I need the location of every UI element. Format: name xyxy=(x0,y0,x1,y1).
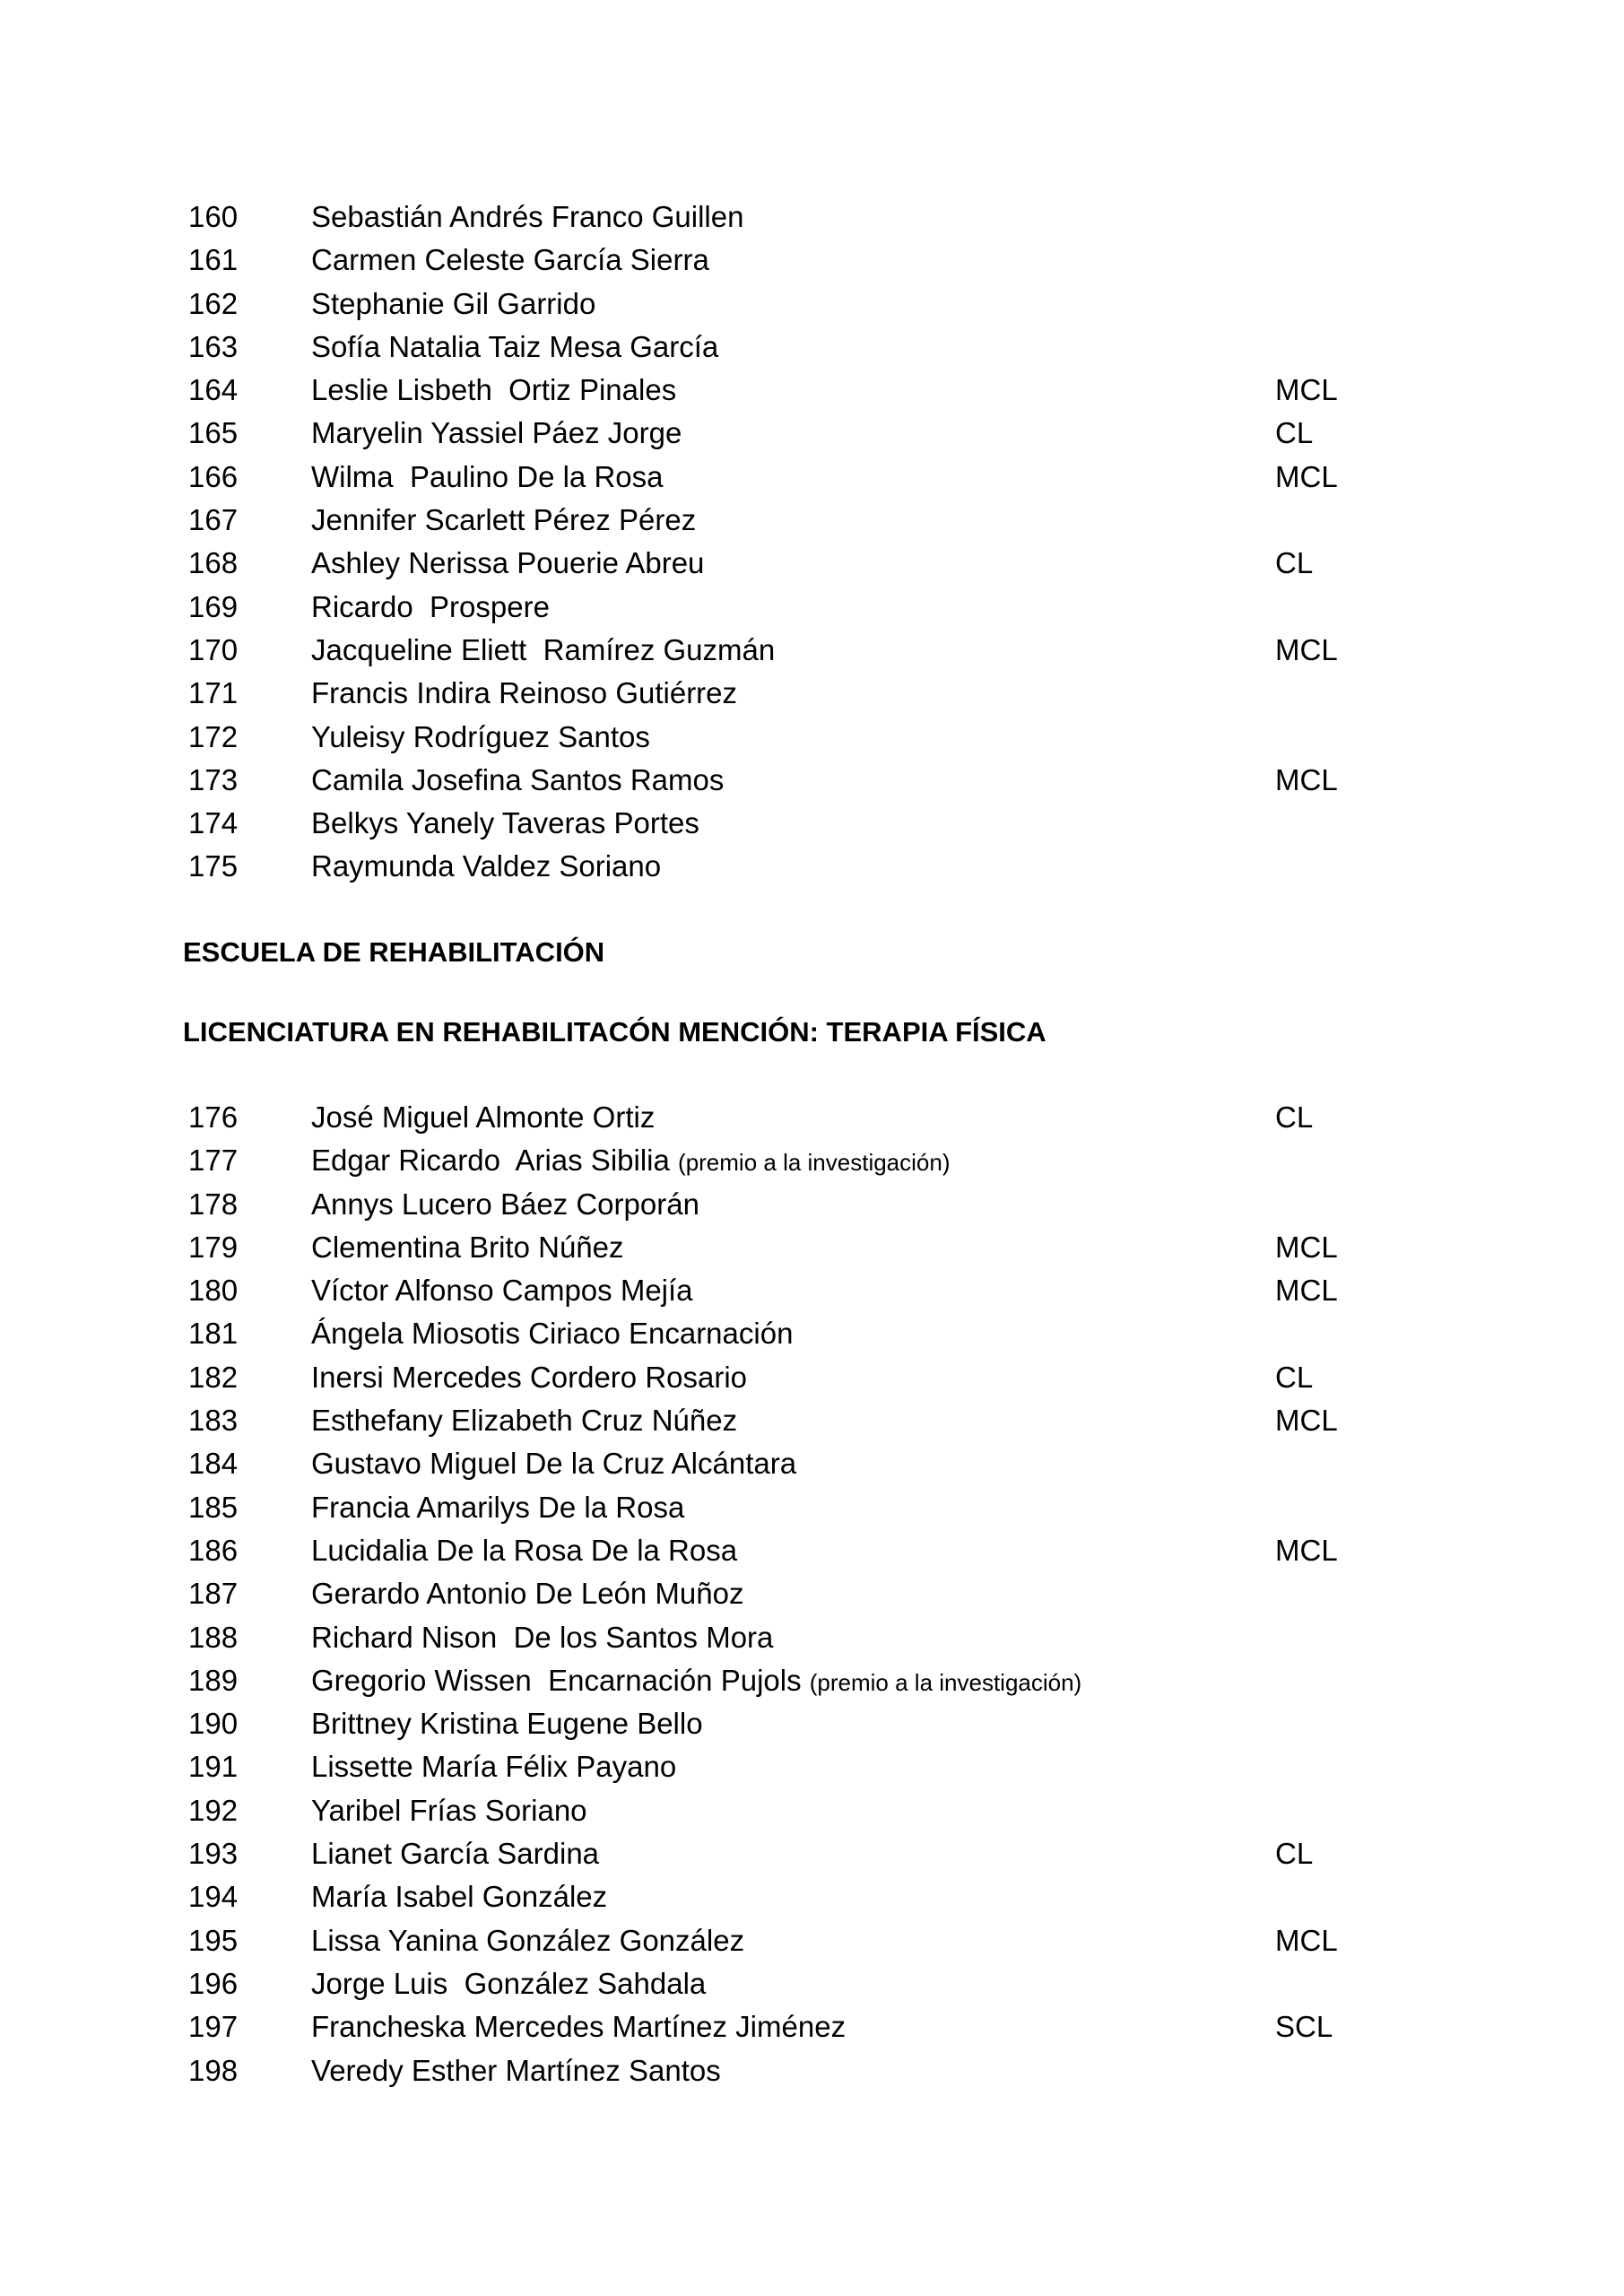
list-item xyxy=(0,1659,1624,1702)
honor-distinction: MCL xyxy=(1275,632,1338,666)
graduate-name xyxy=(311,1616,773,1659)
list-item xyxy=(0,802,1624,845)
entry-number: 170 xyxy=(188,632,239,666)
graduate-name-text: Lissa Yanina González González xyxy=(311,1923,745,1957)
graduate-name-text: Lissette María Félix Payano xyxy=(311,1750,677,1784)
honor-distinction: MCL xyxy=(1275,1923,1338,1957)
graduate-name xyxy=(311,499,696,542)
list-item xyxy=(0,586,1624,629)
entry-number: 163 xyxy=(188,329,239,363)
entry-number: 194 xyxy=(188,1880,239,1914)
entry-number: 177 xyxy=(188,1144,239,1178)
graduate-name xyxy=(311,239,709,282)
award-note: (premio a la investigación) xyxy=(809,1668,1082,1696)
list-item xyxy=(0,326,1624,369)
entry-number: 179 xyxy=(188,1230,239,1264)
entry-number: 195 xyxy=(188,1923,239,1957)
list-item xyxy=(0,1919,1624,1962)
honor-distinction: SCL xyxy=(1275,2010,1333,2044)
list-item xyxy=(0,499,1624,542)
list-item xyxy=(0,1269,1624,1312)
graduate-name xyxy=(311,1875,607,1918)
entry-number: 197 xyxy=(188,2010,239,2044)
list-item xyxy=(0,1312,1624,1355)
entry-number: 189 xyxy=(188,1663,239,1697)
list-item xyxy=(0,412,1624,455)
graduate-name xyxy=(311,1442,796,1485)
graduate-name xyxy=(311,1356,747,1399)
honor-distinction: MCL xyxy=(1275,373,1338,407)
list-item xyxy=(0,1356,1624,1399)
graduate-name xyxy=(311,1962,706,2005)
graduate-name-text: Annys Lucero Báez Corporán xyxy=(311,1187,699,1221)
entry-number: 190 xyxy=(188,1707,239,1741)
graduate-name-text: Gregorio Wissen Encarnación Pujols xyxy=(311,1663,810,1697)
graduate-name-text: Carmen Celeste García Sierra xyxy=(311,243,709,277)
entry-number: 169 xyxy=(188,589,239,623)
honor-distinction: MCL xyxy=(1275,459,1338,493)
entry-number: 172 xyxy=(188,719,239,753)
graduate-name-text: Stephanie Gil Garrido xyxy=(311,286,596,320)
graduate-name xyxy=(311,542,704,585)
graduate-name-text: Lucidalia De la Rosa De la Rosa xyxy=(311,1533,738,1567)
graduate-name-text: Ashley Nerissa Pouerie Abreu xyxy=(311,546,705,580)
graduate-name xyxy=(311,586,550,629)
graduate-list-1 xyxy=(0,196,1624,889)
entry-number: 182 xyxy=(188,1360,239,1394)
graduate-name-text: José Miguel Almonte Ortiz xyxy=(311,1100,656,1134)
list-item xyxy=(0,716,1624,759)
graduate-name-text: Inersi Mercedes Cordero Rosario xyxy=(311,1360,748,1394)
graduate-name xyxy=(311,1702,703,1745)
graduate-name xyxy=(311,629,775,672)
list-item xyxy=(0,542,1624,585)
graduate-name-text: Sebastián Andrés Franco Guillen xyxy=(311,200,744,233)
graduate-name-text: María Isabel González xyxy=(311,1880,608,1914)
entry-number: 186 xyxy=(188,1533,239,1567)
graduate-name xyxy=(311,1096,655,1139)
graduate-name-text: Gustavo Miguel De la Cruz Alcántara xyxy=(311,1447,797,1481)
entry-number: 181 xyxy=(188,1317,239,1351)
graduate-name xyxy=(311,759,724,802)
graduate-name-text: Gerardo Antonio De León Muñoz xyxy=(311,1577,744,1611)
graduate-name-text: Yuleisy Rodríguez Santos xyxy=(311,719,650,753)
graduate-name-text: Jacqueline Eliett Ramírez Guzmán xyxy=(311,632,776,666)
list-item xyxy=(0,1616,1624,1659)
graduate-name xyxy=(311,456,664,499)
list-item xyxy=(0,759,1624,802)
list-item xyxy=(0,629,1624,672)
honor-distinction: CL xyxy=(1275,416,1314,450)
entry-number: 161 xyxy=(188,243,239,277)
graduate-name xyxy=(311,802,699,845)
entry-number: 185 xyxy=(188,1490,239,1524)
graduate-name-text: Maryelin Yassiel Páez Jorge xyxy=(311,416,682,450)
list-item xyxy=(0,1702,1624,1745)
entry-number: 176 xyxy=(188,1100,239,1134)
list-item xyxy=(0,456,1624,499)
graduate-name xyxy=(311,1832,599,1875)
entry-number: 165 xyxy=(188,416,239,450)
list-item xyxy=(0,2005,1624,2048)
graduate-name-text: Raymunda Valdez Soriano xyxy=(311,849,662,883)
graduate-name xyxy=(311,369,676,412)
list-item xyxy=(0,1832,1624,1875)
graduate-name-text: Víctor Alfonso Campos Mejía xyxy=(311,1274,693,1308)
graduate-name-text: Jennifer Scarlett Pérez Pérez xyxy=(311,503,697,537)
list-item xyxy=(0,1789,1624,1832)
list-item xyxy=(0,1529,1624,1572)
list-item xyxy=(0,1875,1624,1918)
graduate-name-text: Francia Amarilys De la Rosa xyxy=(311,1490,685,1524)
list-item xyxy=(0,283,1624,326)
graduate-name-text: Jorge Luis González Sahdala xyxy=(311,1966,707,2000)
graduate-name xyxy=(311,2005,846,2048)
list-item xyxy=(0,369,1624,412)
honor-distinction: MCL xyxy=(1275,762,1338,796)
graduate-name-text: Francheska Mercedes Martínez Jiménez xyxy=(311,2010,847,2044)
entry-number: 187 xyxy=(188,1577,239,1611)
honor-distinction: CL xyxy=(1275,1837,1314,1871)
list-item xyxy=(0,1226,1624,1269)
list-item xyxy=(0,1745,1624,1788)
graduate-name xyxy=(311,1529,737,1572)
entry-number: 183 xyxy=(188,1404,239,1438)
list-item xyxy=(0,1486,1624,1529)
list-item xyxy=(0,672,1624,715)
graduate-list-2 xyxy=(0,1096,1624,2092)
graduate-name-text: Wilma Paulino De la Rosa xyxy=(311,459,664,493)
honor-distinction: CL xyxy=(1275,1100,1314,1134)
list-item xyxy=(0,1139,1624,1182)
honor-distinction: MCL xyxy=(1275,1404,1338,1438)
graduate-name xyxy=(311,283,595,326)
honor-distinction: MCL xyxy=(1275,1230,1338,1264)
graduate-name-text: Brittney Kristina Eugene Bello xyxy=(311,1707,703,1741)
graduate-name xyxy=(311,196,743,239)
graduate-name-text: Yaribel Frías Soriano xyxy=(311,1793,587,1827)
entry-number: 164 xyxy=(188,373,239,407)
graduate-name-text: Richard Nison De los Santos Mora xyxy=(311,1620,774,1654)
graduate-name xyxy=(311,1269,693,1312)
entry-number: 196 xyxy=(188,1966,239,2000)
school-heading: ESCUELA DE REHABILITACIÓN xyxy=(183,936,605,968)
graduate-name xyxy=(311,1139,951,1184)
entry-number: 167 xyxy=(188,503,239,537)
entry-number: 175 xyxy=(188,849,239,883)
list-item xyxy=(0,1399,1624,1442)
entry-number: 192 xyxy=(188,1793,239,1827)
graduate-name xyxy=(311,1919,744,1962)
graduate-name xyxy=(311,1789,587,1832)
graduate-name-text: Francis Indira Reinoso Gutiérrez xyxy=(311,676,738,710)
graduate-name xyxy=(311,2049,721,2092)
graduate-name-text: Sofía Natalia Taiz Mesa García xyxy=(311,329,719,363)
entry-number: 173 xyxy=(188,762,239,796)
graduate-name xyxy=(311,412,682,455)
entry-number: 184 xyxy=(188,1447,239,1481)
graduate-name-text: Leslie Lisbeth Ortiz Pinales xyxy=(311,373,677,407)
entry-number: 180 xyxy=(188,1274,239,1308)
graduate-name-text: Lianet García Sardina xyxy=(311,1837,600,1871)
graduate-name xyxy=(311,1659,1081,1704)
honor-distinction: MCL xyxy=(1275,1533,1338,1567)
award-note: (premio a la investigación) xyxy=(678,1149,951,1177)
graduate-name-text: Clementina Brito Núñez xyxy=(311,1230,624,1264)
graduate-name xyxy=(311,1399,737,1442)
graduate-name-text: Ángela Miosotis Ciriaco Encarnación xyxy=(311,1317,794,1351)
graduate-name xyxy=(311,1226,624,1269)
honor-distinction: MCL xyxy=(1275,1274,1338,1308)
graduate-name-text: Esthefany Elizabeth Cruz Núñez xyxy=(311,1404,738,1438)
entry-number: 178 xyxy=(188,1187,239,1221)
entry-number: 162 xyxy=(188,286,239,320)
entry-number: 160 xyxy=(188,200,239,233)
graduate-name-text: Edgar Ricardo Arias Sibilia xyxy=(311,1144,679,1178)
entry-number: 191 xyxy=(188,1750,239,1784)
list-item xyxy=(0,2049,1624,2092)
entry-number: 188 xyxy=(188,1620,239,1654)
list-item xyxy=(0,1572,1624,1615)
entry-number: 198 xyxy=(188,2053,239,2087)
list-item xyxy=(0,239,1624,282)
program-heading: LICENCIATURA EN REHABILITACÓN MENCIÓN: TERAPIA FÍSICA xyxy=(183,1016,1046,1048)
list-item xyxy=(0,845,1624,888)
graduate-name-text: Ricardo Prospere xyxy=(311,589,550,623)
list-item xyxy=(0,1183,1624,1226)
entry-number: 174 xyxy=(188,806,239,840)
graduate-name xyxy=(311,326,718,369)
entry-number: 171 xyxy=(188,676,239,710)
list-item xyxy=(0,1096,1624,1139)
graduate-name xyxy=(311,1745,676,1788)
entry-number: 166 xyxy=(188,459,239,493)
honor-distinction: CL xyxy=(1275,1360,1314,1394)
graduate-name xyxy=(311,1572,743,1615)
list-item xyxy=(0,1442,1624,1485)
graduate-name xyxy=(311,1312,793,1355)
graduate-name xyxy=(311,845,661,888)
graduate-name-text: Veredy Esther Martínez Santos xyxy=(311,2053,721,2087)
graduate-name-text: Belkys Yanely Taveras Portes xyxy=(311,806,699,840)
graduate-name xyxy=(311,1486,684,1529)
graduate-name-text: Camila Josefina Santos Ramos xyxy=(311,762,725,796)
list-item xyxy=(0,1962,1624,2005)
list-item xyxy=(0,196,1624,239)
graduate-name xyxy=(311,672,737,715)
graduate-name xyxy=(311,1183,699,1226)
entry-number: 193 xyxy=(188,1837,239,1871)
honor-distinction: CL xyxy=(1275,546,1314,580)
graduate-name xyxy=(311,716,650,759)
entry-number: 168 xyxy=(188,546,239,580)
